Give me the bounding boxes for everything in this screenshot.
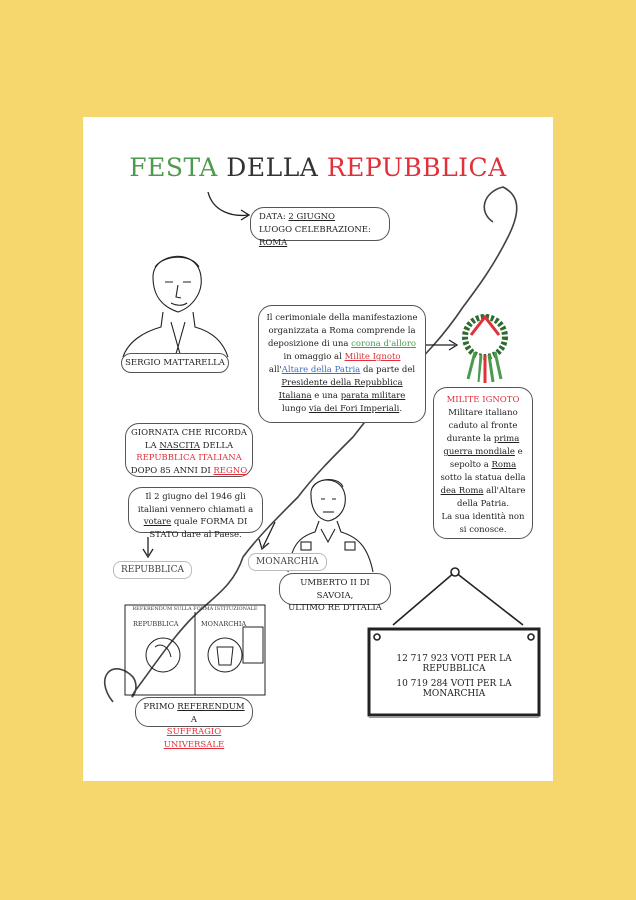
worksheet-page [83,117,553,781]
ceremony-box [258,305,426,423]
ceremony-link-milite: Milite Ignoto [344,352,401,362]
milite-link-roma: Roma [491,460,517,470]
ceremony-text-6: lungo [281,404,307,414]
arrow-title-info [208,192,248,215]
voto-text-2: quale FORMA DI STATO dare al Paese. [149,517,248,540]
referendum-link: REFERENDUM [177,702,245,712]
umberto-line-1: UMBERTO II DI SAVOIA, [300,578,370,601]
giornata-text-2: DELLA [202,440,234,451]
voto-text-1: Il 2 giugno del 1946 gli italiani vennero chiamati a [137,492,254,515]
mattarella-portrait [123,256,228,357]
ceremony-text-2: in omaggio al [283,352,342,362]
info-data-label: DATA: [259,212,286,222]
referendum-box [135,697,253,750]
title-word-repubblica: REPUBBLICA [326,153,507,182]
ceremony-text-7: . [399,404,403,414]
giornata-box [125,423,253,477]
ceremony-link-altare: Altare della Patria [281,365,361,375]
umberto-line-2: ULTIMO RE D'ITALIA [288,603,382,613]
milite-text-5: La sua identità non si conosce. [441,512,525,535]
ceremony-link-presidente: Presidente della Repubblica Italiana [278,378,403,401]
referendum-link-suffragio: SUFFRAGIO UNIVERSALE [163,727,225,750]
info-luogo-label: LUOGO CELEBRAZIONE: [259,225,371,235]
wreath-icon [465,317,505,383]
ballot-left-label: REPUBBLICA [133,620,179,628]
voto-box [128,487,263,540]
milite-title: MILITE IGNOTO [446,395,520,405]
giornata-repubblica: REPUBBLICA ITALIANA [136,453,242,463]
milite-text-4: all'Altare della Patria. [456,486,526,509]
ceremony-text-3: all' [268,365,282,375]
voto-link-votare: votare [143,517,172,527]
option-monarchia: MONARCHIA [248,553,327,571]
milite-text-3: sotto la statua della [440,473,526,483]
milite-text-2: e sepolto a [449,447,523,470]
info-box [250,207,390,248]
ceremony-link-corona: corona d'alloro [351,339,417,349]
option-repubblica: REPUBBLICA [113,561,192,579]
giornata-link-nascita: NASCITA [159,440,200,451]
title-word-festa: FESTA [129,153,218,182]
ballot-header: REFERENDUM SULLA FORMA ISTITUZIONALE [132,606,258,612]
giornata-text-3: DOPO 85 ANNI DI [130,465,211,476]
umberto-label [279,573,391,613]
milite-link-guerra: prima guerra mondiale [443,434,520,457]
ballot-image [125,605,265,695]
info-data-value: 2 GIUGNO [288,212,336,222]
giornata-text-1: GIORNATA CHE RICORDA LA [130,428,248,451]
giornata-link-regno: REGNO [213,465,248,476]
milite-link-dea: dea Roma [440,486,484,496]
ceremony-text-1: Il cerimoniale della manifestazione organizzata a Roma comprende la deposizione di una [266,313,418,349]
ceremony-link-parata: parata militare [340,391,406,401]
ceremony-text-4: da parte del [362,365,416,375]
milite-text-1: Militare italiano caduto al fronte durante la [446,408,518,444]
ceremony-text-5: e una [314,391,338,401]
results-monarchia: 10 719 284 VOTI PER LA MONARCHIA [396,679,512,699]
milite-box [433,387,533,539]
title-word-della: DELLA [226,153,319,182]
referendum-text-1: PRIMO [143,702,175,712]
info-luogo-value: ROMA [259,238,288,248]
mattarella-label: SERGIO MATTARELLA [121,353,229,373]
results-repubblica: 12 717 923 VOTI PER LA REPUBBLICA [396,654,512,674]
ceremony-link-fori: via dei Fori Imperiali [308,404,400,414]
ballot-right-label: MONARCHIA [201,620,247,628]
results-sign [369,629,539,715]
referendum-text-2: A [190,714,198,725]
